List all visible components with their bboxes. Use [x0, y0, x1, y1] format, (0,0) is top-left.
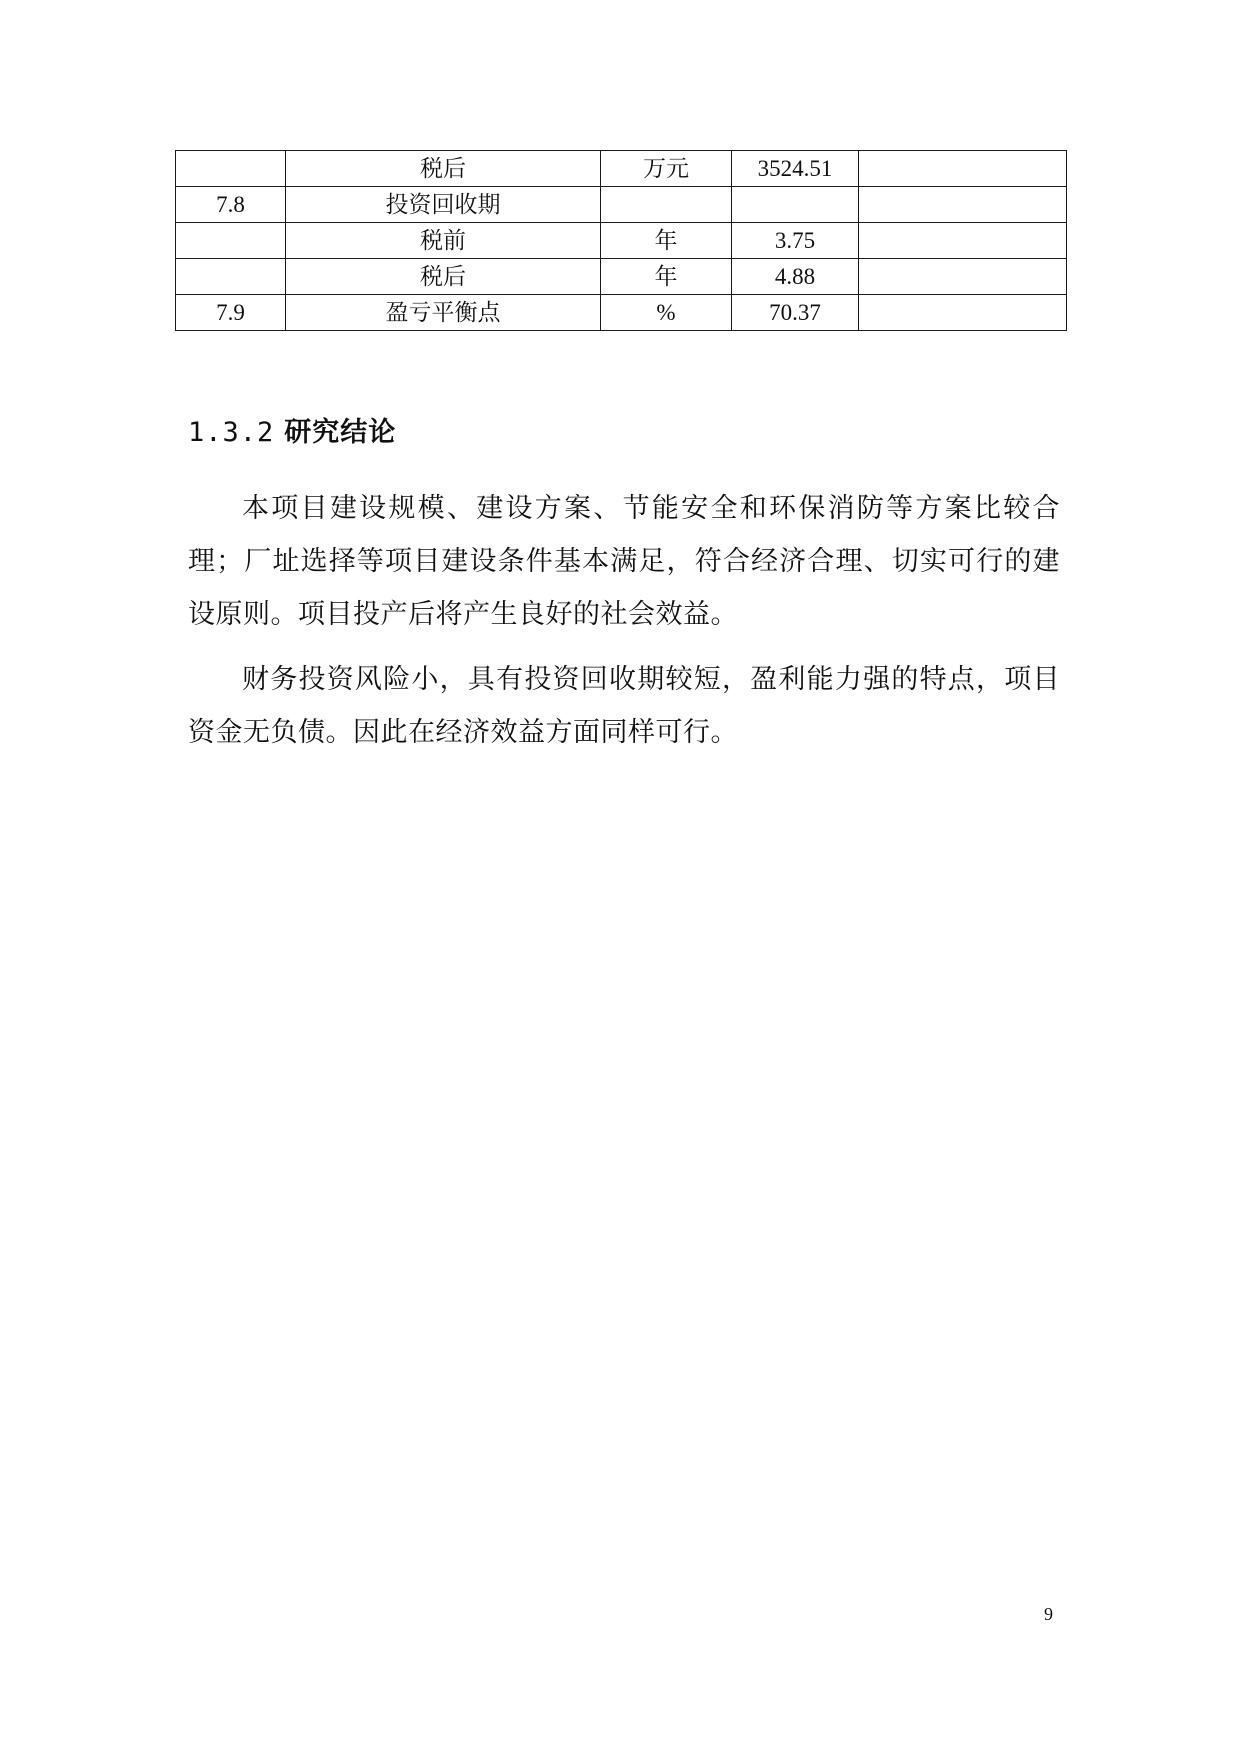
table-row [176, 259, 1067, 295]
cell-item: 盈亏平衡点 [286, 295, 601, 331]
cell-unit: 万元 [601, 151, 732, 187]
section-number: 1.3.2 [188, 417, 275, 448]
cell-no: 7.9 [176, 295, 286, 331]
section-heading [188, 410, 396, 449]
table-row [176, 223, 1067, 259]
cell-item: 投资回收期 [286, 187, 601, 223]
cell-note [859, 223, 1067, 259]
cell-note [859, 259, 1067, 295]
cell-unit: 年 [601, 223, 732, 259]
cell-unit [601, 187, 732, 223]
cell-unit: 年 [601, 259, 732, 295]
financial-indicators-table [175, 150, 1067, 331]
conclusion-paragraph-2: 财务投资风险小，具有投资回收期较短，盈利能力强的特点，项目资金无负债。因此在经济效益方面同样可行。 [188, 664, 1060, 748]
cell-note [859, 187, 1067, 223]
cell-note [859, 151, 1067, 187]
cell-value: 3524.51 [732, 151, 859, 187]
cell-value [732, 187, 859, 223]
table-row [176, 295, 1067, 331]
cell-value: 70.37 [732, 295, 859, 331]
cell-item: 税前 [286, 223, 601, 259]
table-row [176, 187, 1067, 223]
conclusion-paragraph-1: 本项目建设规模、建设方案、节能安全和环保消防等方案比较合理；厂址选择等项目建设条件基本满足，符合经济合理、切实可行的建设原则。项目投产后将产生良好的社会效益。 [188, 493, 1060, 630]
cell-value: 4.88 [732, 259, 859, 295]
cell-no [176, 151, 286, 187]
table-row [176, 151, 1067, 187]
section-title: 研究结论 [284, 417, 397, 448]
cell-item: 税后 [286, 151, 601, 187]
cell-note [859, 295, 1067, 331]
cell-no: 7.8 [176, 187, 286, 223]
page-number: 9 [1044, 1604, 1053, 1624]
cell-no [176, 223, 286, 259]
cell-item: 税后 [286, 259, 601, 295]
cell-unit: % [601, 295, 732, 331]
cell-value: 3.75 [732, 223, 859, 259]
cell-no [176, 259, 286, 295]
